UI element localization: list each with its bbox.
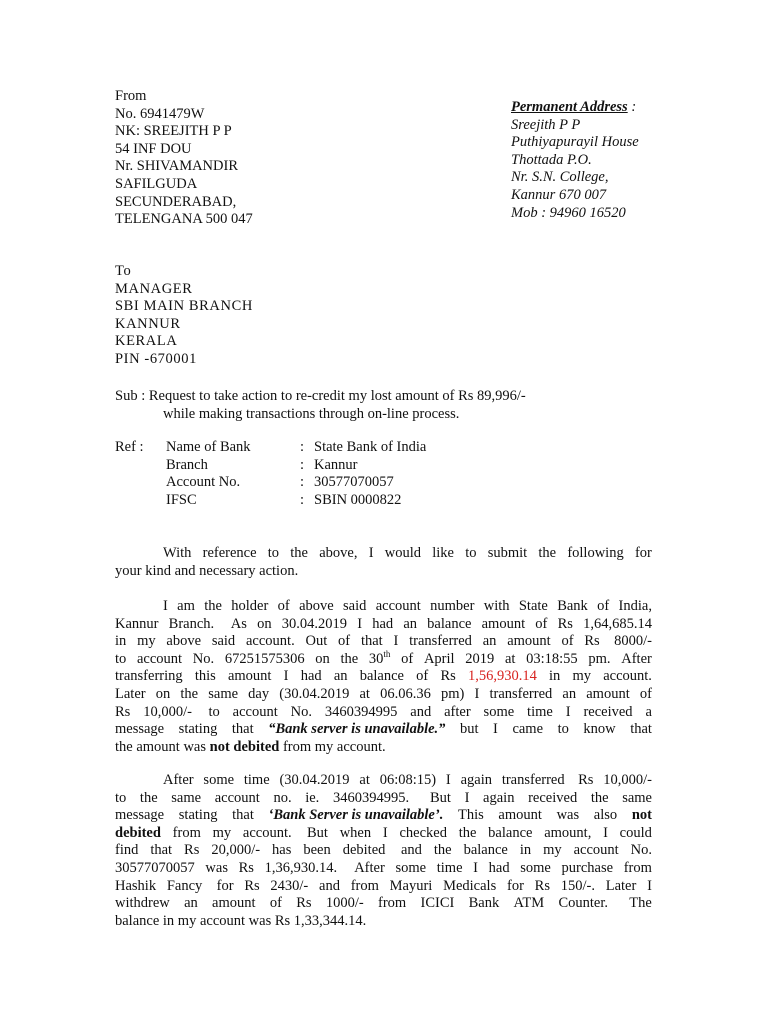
reference-lead — [115, 457, 166, 475]
word: Later — [605, 877, 637, 894]
word: Hashik — [115, 877, 157, 894]
sender-address-line: SECUNDERABAD, — [115, 193, 237, 210]
word: after — [444, 703, 471, 720]
p3-line-3 — [115, 807, 652, 825]
word: Bank — [468, 895, 500, 912]
word: the — [458, 824, 477, 841]
word: stating — [178, 807, 218, 824]
word: of — [561, 633, 574, 650]
word: to — [204, 703, 220, 720]
word: No. — [630, 842, 652, 859]
highlighted-balance-amount: 1,56,930.14 — [467, 668, 537, 685]
word: I — [445, 772, 451, 788]
word: pm) — [440, 685, 465, 702]
word: I — [283, 668, 289, 685]
date-superscript: th — [383, 648, 391, 659]
word: Later — [115, 685, 146, 702]
word: I — [368, 545, 374, 561]
word: of — [338, 633, 351, 650]
word: time — [243, 772, 270, 788]
word: been — [303, 842, 331, 859]
word: following — [567, 545, 624, 561]
word: I — [163, 598, 168, 614]
p2-line-4 — [115, 648, 652, 669]
word: number — [430, 598, 475, 614]
word: that — [232, 807, 254, 824]
word: in — [549, 668, 561, 685]
reference-colon: : — [300, 474, 305, 491]
server-message-quote: ‘Bank Server is unavailable’. — [268, 807, 444, 824]
recipient-address-block — [115, 263, 253, 369]
p3-line-6 — [115, 860, 652, 878]
word: Rs — [184, 842, 200, 859]
reference-lead — [115, 474, 166, 492]
word: some — [483, 703, 515, 720]
word: at — [504, 650, 516, 667]
recipient-address-line: SBI MAIN BRANCH — [115, 298, 253, 315]
word: pm. — [588, 650, 611, 667]
permanent-address-line: Thottada P.O. — [511, 151, 592, 168]
word: on — [257, 615, 272, 632]
word: holder — [231, 598, 269, 614]
word: an — [184, 895, 198, 912]
p2-line-8 — [115, 721, 652, 739]
word: had — [300, 668, 322, 685]
word: transferred — [489, 685, 553, 702]
not-debited-emphasis: not debited — [209, 738, 280, 755]
p2-line-7 — [115, 704, 652, 722]
word: Medicals — [443, 877, 497, 894]
reference-value: 30577070057 — [314, 474, 394, 491]
permanent-address-heading: Permanent Address : — [511, 99, 637, 115]
word: was — [556, 807, 580, 824]
word: 150/-. — [560, 877, 595, 894]
word: the — [139, 789, 158, 806]
word: No. — [290, 703, 312, 720]
word: I — [464, 789, 470, 806]
word: at — [359, 685, 370, 702]
word: to — [557, 721, 569, 738]
word: But — [303, 824, 328, 841]
word: from — [378, 895, 407, 912]
word: I — [647, 877, 652, 894]
recipient-address-line: PIN -670001 — [115, 350, 197, 367]
reference-row — [115, 474, 426, 492]
word: account — [136, 650, 183, 667]
word: could — [619, 824, 652, 841]
word: Rs — [440, 668, 456, 685]
word: know — [583, 721, 616, 738]
word: Fancy — [166, 877, 203, 894]
reference-row — [115, 492, 426, 510]
recipient-address-line: KANNUR — [115, 315, 181, 332]
word: from — [623, 859, 652, 876]
word: I — [357, 615, 363, 632]
word: amount — [212, 895, 256, 912]
paragraph-1 — [115, 545, 652, 580]
word: had — [372, 615, 394, 632]
word: an — [403, 615, 417, 632]
word: same — [171, 789, 202, 806]
word: I — [473, 859, 479, 876]
reference-label: Account No. — [166, 474, 241, 491]
word: No. — [192, 650, 215, 667]
word: time — [436, 859, 463, 876]
reference-block — [115, 439, 426, 509]
word: came — [512, 721, 544, 738]
paragraph-2 — [115, 598, 652, 756]
word: account — [375, 598, 421, 614]
word: transferring — [115, 668, 183, 685]
word: for — [634, 545, 652, 561]
not-emphasis: not — [631, 807, 652, 824]
word: from — [350, 877, 379, 894]
word: purchase — [561, 859, 614, 876]
word: of — [639, 685, 652, 702]
permanent-address-line: Puthiyapurayil House — [511, 134, 639, 151]
word: had — [488, 859, 510, 876]
word: from — [172, 824, 201, 841]
permanent-address-line: Nr. S.N. College, — [511, 169, 609, 186]
word: the — [204, 598, 222, 614]
permanent-address-line: Mob : 94960 16520 — [511, 204, 626, 221]
word: the — [590, 789, 609, 806]
reference-row — [115, 457, 426, 475]
word: balance — [359, 668, 404, 685]
word: submit — [487, 545, 528, 561]
p3-line-5 — [115, 842, 652, 860]
word: transferred — [501, 772, 565, 788]
sender-address-block — [115, 88, 253, 229]
word: that — [630, 721, 652, 738]
recipient-address-line: MANAGER — [115, 280, 193, 297]
p3-line-4 — [115, 825, 652, 843]
word: for — [506, 877, 524, 894]
word: State — [518, 598, 548, 614]
reference-value: Kannur — [314, 456, 358, 473]
permanent-address-block — [511, 99, 639, 222]
word: a — [645, 703, 652, 720]
word: 2019 — [465, 650, 495, 667]
recipient-address-line: KERALA — [115, 333, 178, 350]
permanent-address-line: Sreejith P P — [511, 116, 581, 133]
word: same — [622, 789, 652, 806]
word: 2430/- — [270, 877, 309, 894]
word: account. — [603, 668, 652, 685]
word: in — [115, 633, 127, 650]
p1-line-2: your kind and necessary action. — [115, 562, 299, 579]
word: said — [343, 598, 367, 614]
word: account. — [242, 824, 292, 841]
word: my — [543, 842, 562, 859]
p3-line-8 — [115, 895, 652, 913]
word: but — [459, 721, 479, 738]
word: After — [163, 772, 194, 788]
word: at — [359, 772, 370, 788]
reference-value: State Bank of India — [314, 439, 427, 455]
word: Rs — [557, 615, 573, 632]
sender-address-line: TELENGANA 500 047 — [115, 211, 253, 228]
reference-colon: : — [300, 439, 305, 455]
word: balance — [463, 842, 508, 859]
paragraph-3 — [115, 772, 652, 930]
word: my — [212, 824, 232, 841]
word: was — [205, 859, 228, 876]
word: With — [163, 545, 192, 561]
p1-line-1 — [115, 545, 652, 563]
word: 1,64,685.14 — [583, 615, 652, 632]
word: that — [360, 633, 383, 650]
word: 30577070057 — [115, 859, 195, 876]
server-message-quote: “Bank server is unavailable.” — [268, 721, 446, 738]
word: Rs — [115, 703, 131, 720]
word: amount — [586, 685, 630, 702]
word: Rs — [296, 895, 312, 912]
word: an — [482, 633, 497, 650]
word: this — [194, 668, 216, 685]
p2-line-9: the amount was not debited from my account. — [115, 738, 386, 755]
word: amount — [227, 668, 272, 685]
p2-line-6 — [115, 686, 652, 704]
word: reference — [202, 545, 257, 561]
word: account — [573, 842, 619, 859]
word: balance — [488, 824, 533, 841]
word: As — [224, 615, 247, 632]
word: Rs — [534, 877, 550, 894]
word: stating — [178, 721, 218, 738]
word: Counter. — [558, 895, 609, 912]
word: 3460394995 — [324, 703, 398, 720]
word: Kannur — [115, 615, 159, 632]
word: April — [423, 650, 455, 667]
word: (30.04.2019 — [279, 685, 350, 702]
word: 06.06.36 — [380, 685, 431, 702]
word: message — [115, 721, 165, 738]
reference-label: IFSC — [166, 491, 197, 508]
reference-colon: : — [300, 456, 305, 473]
word: ICICI — [420, 895, 455, 912]
word: I — [393, 633, 399, 650]
word: Rs — [238, 859, 254, 876]
word: Mayuri — [389, 877, 433, 894]
word: of — [269, 895, 282, 912]
sender-address-line: NK: SREEJITH P P — [115, 123, 232, 140]
word: of — [535, 615, 548, 632]
word: an — [562, 685, 577, 702]
word: same — [208, 685, 239, 702]
reference-lead: Ref : — [115, 439, 144, 455]
word: 03:18:55 — [526, 650, 578, 667]
p2-line-5 — [115, 668, 652, 686]
word: said — [211, 633, 236, 650]
p3-line-2 — [115, 790, 652, 808]
word: above — [299, 598, 334, 614]
p2-line-2 — [115, 616, 652, 634]
word: some — [395, 859, 427, 876]
word: of — [416, 668, 429, 685]
word: that — [231, 721, 254, 738]
word: Branch. — [168, 615, 215, 632]
word: amount — [481, 615, 526, 632]
reference-label: Branch — [166, 456, 208, 473]
word: ie. — [305, 789, 320, 806]
sender-address-line: 54 INF DOU — [115, 140, 192, 157]
subject-line-2: while making transactions through on-line process. — [163, 405, 460, 422]
word: of — [277, 598, 290, 614]
word: I — [382, 824, 388, 841]
word: transferred — [409, 633, 472, 650]
word: 3460394995. — [332, 789, 410, 806]
word: of — [401, 650, 414, 667]
word: After — [347, 859, 385, 876]
word: to — [115, 789, 127, 806]
reference-row — [115, 439, 426, 457]
word: the — [433, 842, 452, 859]
word: would — [384, 545, 421, 561]
word: 20,000/- — [211, 842, 261, 859]
word: some — [520, 859, 551, 876]
word: in — [519, 842, 532, 859]
word: above — [166, 633, 202, 650]
p3-line-7 — [115, 878, 652, 896]
word: checked — [399, 824, 447, 841]
word: balance — [427, 615, 472, 632]
word: Out — [305, 633, 328, 650]
word: the — [290, 545, 308, 561]
word: day — [248, 685, 270, 702]
word: 06:08:15) — [379, 772, 437, 788]
subject-line-1: Sub : Request to take action to re-credit my lost amount of Rs 89,996/- — [115, 388, 526, 404]
reference-value: SBIN 0000822 — [314, 491, 402, 508]
word: above, — [319, 545, 358, 561]
word: debited — [342, 842, 386, 859]
word: for — [213, 877, 234, 894]
word: Rs — [574, 772, 594, 788]
word: The — [622, 895, 652, 912]
sender-address-line: SAFILGUDA — [115, 175, 198, 192]
date-with-superscript — [368, 648, 391, 669]
sender-address-line: From — [115, 88, 147, 104]
word: I — [493, 721, 498, 738]
reference-label: Name of Bank — [166, 439, 251, 455]
word: amount — [498, 807, 542, 824]
word: This — [457, 807, 484, 824]
word: 30.04.2019 — [281, 615, 348, 632]
word: 67251575306 — [224, 650, 305, 667]
word: account — [232, 703, 278, 720]
word: amount, — [544, 824, 592, 841]
p3-line-9: balance in my account was Rs 1,33,344.14. — [115, 912, 367, 929]
word: the — [340, 650, 359, 667]
word: when — [339, 824, 372, 841]
word: has — [272, 842, 292, 859]
word: that — [150, 842, 173, 859]
word: received — [583, 703, 633, 720]
word: and — [319, 877, 340, 894]
word: find — [115, 842, 139, 859]
word: Rs — [584, 633, 600, 650]
word: 8000/- — [610, 633, 652, 650]
word: and — [397, 842, 422, 859]
word: withdrew — [115, 895, 170, 912]
word: 1,36,930.14. — [264, 859, 338, 876]
word: I — [603, 824, 608, 841]
word: of — [597, 598, 610, 614]
word: again — [483, 789, 515, 806]
subject-block — [115, 388, 526, 423]
recipient-address-line: To — [115, 263, 132, 279]
sender-address-line: No. 6941479W — [115, 105, 205, 122]
word: 10,000/- — [143, 703, 192, 720]
word: account. — [245, 633, 295, 650]
debited-emphasis: debited — [115, 824, 161, 841]
reference-lead — [115, 492, 166, 510]
sender-address-line: Nr. SHIVAMANDIR — [115, 158, 238, 175]
word: am — [177, 598, 195, 614]
word: (30.04.2019 — [279, 772, 350, 788]
word: on — [315, 650, 330, 667]
word: I — [474, 685, 480, 702]
date-day: 30 — [368, 650, 384, 667]
word: account — [214, 789, 260, 806]
permanent-address-line: Kannur 670 007 — [511, 186, 607, 203]
word: again — [460, 772, 492, 788]
word: the — [538, 545, 557, 561]
word: ATM — [513, 895, 545, 912]
word: Bank — [557, 598, 588, 614]
word: 1000/- — [325, 895, 364, 912]
word: no. — [273, 789, 292, 806]
word: to — [115, 650, 127, 667]
word: and — [410, 703, 432, 720]
word: my — [572, 668, 592, 685]
word: message — [115, 807, 165, 824]
word: Rs — [244, 877, 260, 894]
word: After — [621, 650, 652, 667]
word: to — [267, 545, 280, 561]
word: like — [432, 545, 454, 561]
word: on — [155, 685, 171, 702]
p2-line-1 — [115, 598, 652, 616]
word: my — [137, 633, 156, 650]
word: an — [333, 668, 348, 685]
word: I — [565, 703, 571, 720]
word: India, — [618, 598, 652, 614]
word: the — [180, 685, 199, 702]
word: also — [593, 807, 618, 824]
p3-line-1 — [115, 772, 652, 790]
word: But — [422, 789, 451, 806]
word: to — [465, 545, 477, 561]
word: received — [528, 789, 578, 806]
reference-colon: : — [300, 491, 305, 508]
word: amount — [507, 633, 551, 650]
word: 10,000/- — [603, 772, 652, 788]
word: time — [527, 703, 553, 720]
word: with — [483, 598, 510, 614]
word: some — [203, 772, 235, 788]
